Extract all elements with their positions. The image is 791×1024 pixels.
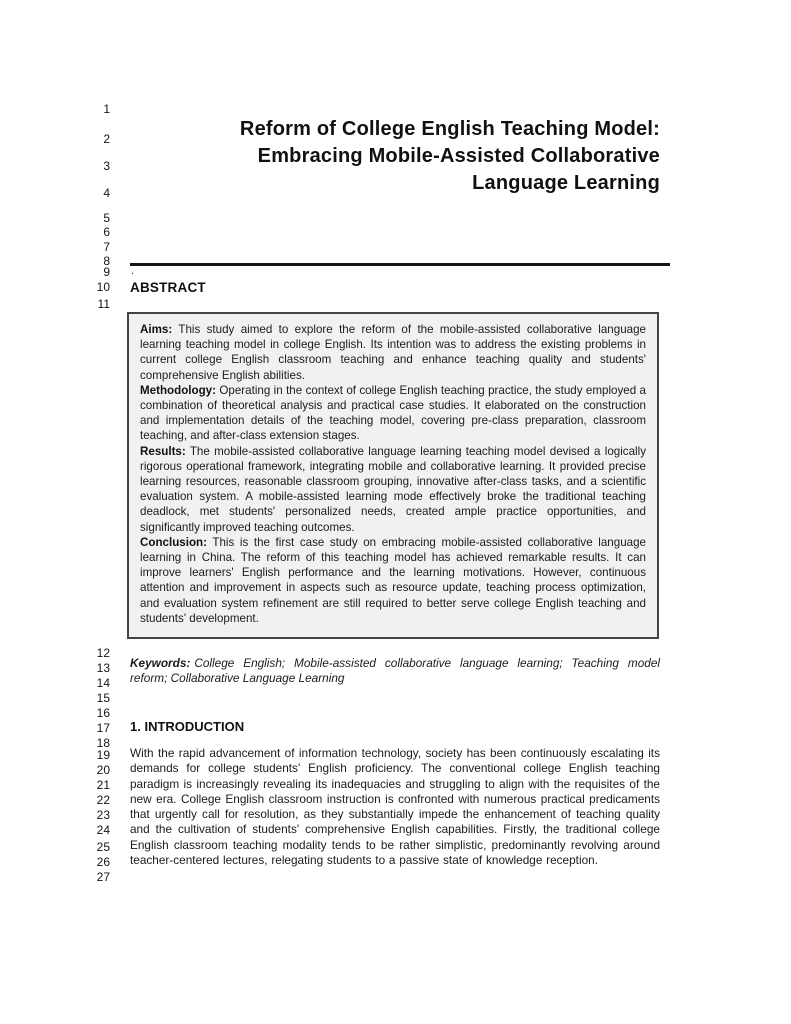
- paper-title: [130, 116, 660, 197]
- abstract-section-label: Results:: [140, 444, 186, 458]
- introduction-heading: 1. INTRODUCTION: [130, 719, 245, 734]
- stray-period-mark: .: [131, 265, 135, 277]
- line-number: 16: [96, 706, 110, 720]
- title-line: Language Learning: [472, 172, 660, 194]
- line-number: 27: [96, 870, 110, 884]
- keywords-text: College English; Mobile-assisted collaborative language learning; Teaching model reform; Collaborative Language Learning: [130, 656, 660, 686]
- abstract-section-label: Aims:: [140, 323, 173, 336]
- line-number: 19: [96, 748, 110, 762]
- line-number: 15: [96, 691, 110, 705]
- title-line: Embracing Mobile-Assisted Collaborative: [257, 145, 660, 167]
- title-line: Reform of College English Teaching Model:: [239, 118, 660, 140]
- line-number: 5: [103, 211, 110, 225]
- line-number: 20: [96, 763, 110, 777]
- line-number: 2: [103, 132, 110, 146]
- line-number: 3: [103, 159, 110, 173]
- line-number: 6: [103, 225, 110, 239]
- abstract-paragraph: Results: The mobile-assisted collaborative language learning teaching model devised a logically rigorous operational framework, integrating mobile and collaborative learning. It provided precise learning resources, reasonable classroom grouping, innovative after-class tasks, and a scientific evaluation system. A mobile-assisted learning mode effectively broke the traditional teaching deadlock, met students' personalized needs, created ample practice opportunities, and significantly improved teaching outcomes.: [140, 444, 646, 534]
- keywords-line: [130, 656, 660, 687]
- line-number: 13: [96, 661, 110, 675]
- introduction-paragraph: With the rapid advancement of information technology, society has been continuously escalating its demands for college students' English proficiency. The conventional college English teaching paradigm is increasingly revealing its inadequacies and struggling to align with the requisites of the new era. College English classroom instruction is confronted with numerous practical predicaments that urgently call for resolution, as they substantially impede the enhancement of teaching quality and the cultivation of students' comprehensive English capabilities. Firstly, the traditional college English classroom teaching modality tends to be rather simplistic, predominantly revolving around teacher-centered lectures, relegating students to a passive state of knowledge reception.: [130, 746, 660, 867]
- keywords-label: Keywords:: [130, 656, 191, 670]
- line-number: 21: [96, 778, 110, 792]
- line-number: 18: [96, 736, 110, 750]
- abstract-paragraph: Conclusion: This is the first case study on embracing mobile-assisted collaborative language learning in China. The reform of this teaching model has achieved remarkable results. It can improve learners' English performance and the learning motivations. However, continuous attention and improvement in aspects such as resource update, teaching process optimization, and evaluation system refinement are still required to better serve college English teaching and students' development.: [140, 535, 646, 625]
- abstract-paragraph: Aims: This study aimed to explore the reform of the mobile-assisted collaborative language learning teaching model in college English. Its intention was to address the existing problems in current college English classroom teaching and enhance teaching quality and students' comprehensive English abilities.: [140, 323, 646, 382]
- line-number: 9: [103, 265, 110, 279]
- line-number: 24: [96, 823, 110, 837]
- line-number: 26: [96, 855, 110, 869]
- abstract-box: [127, 312, 659, 639]
- line-number: 7: [103, 240, 110, 254]
- line-number: 12: [96, 646, 110, 660]
- divider-rule: [130, 263, 670, 266]
- abstract-section-label: Methodology:: [140, 383, 216, 397]
- abstract-section-label: Conclusion:: [140, 535, 207, 549]
- line-number: 10: [96, 280, 110, 294]
- line-number: 4: [103, 186, 110, 200]
- line-number: 14: [96, 676, 110, 690]
- line-number: 8: [103, 254, 110, 268]
- abstract-heading: ABSTRACT: [130, 280, 206, 295]
- line-number: 1: [103, 102, 110, 116]
- abstract-paragraph: Methodology: Operating in the context of college English teaching practice, the study employed a combination of theoretical analysis and practical case studies. It elaborated on the construction and implementation details of the teaching model, covering pre-class preparation, classroom teaching, and after-class extension stages.: [140, 383, 646, 443]
- line-number: 22: [96, 793, 110, 807]
- line-number: 25: [96, 840, 110, 854]
- line-number: 23: [96, 808, 110, 822]
- line-number: 11: [97, 297, 110, 311]
- line-number: 17: [96, 721, 110, 735]
